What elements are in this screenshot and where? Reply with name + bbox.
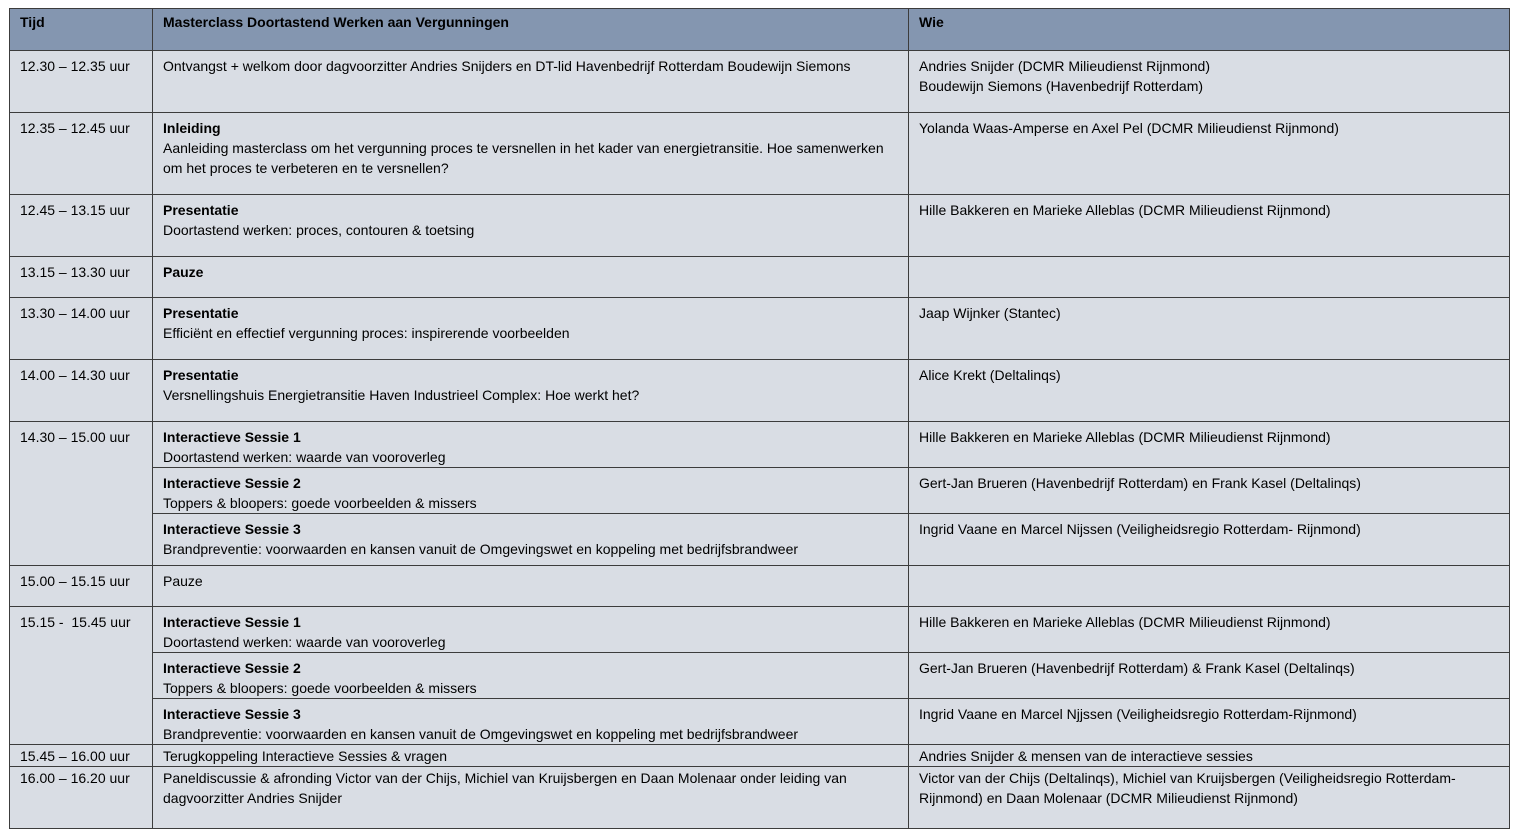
program-title: Presentatie (163, 367, 239, 383)
who-cell: Hille Bakkeren en Marieke Alleblas (DCMR Milieudienst Rijnmond) (909, 195, 1510, 257)
time-cell: 12.30 – 12.35 uur (10, 51, 153, 113)
table-row (10, 257, 1510, 298)
program-cell: Paneldiscussie & afronding Victor van der Chijs, Michiel van Kruijsbergen en Daan Molenaar onder leiding van dagvoorzitter Andries Snijder (153, 767, 909, 829)
session-title: Interactieve Sessie 1 (163, 429, 301, 445)
who-cell: Ingrid Vaane en Marcel Njjssen (Veiligheidsregio Rotterdam-Rijnmond) (909, 699, 1510, 745)
who-cell: Jaap Wijnker (Stantec) (909, 298, 1510, 360)
program-title: Inleiding (163, 120, 221, 136)
header-program: Masterclass Doortastend Werken aan Vergunningen (153, 9, 909, 51)
table-row (10, 745, 1510, 767)
time-cell: 12.45 – 13.15 uur (10, 195, 153, 257)
program-cell: Pauze (153, 566, 909, 607)
session-desc: Toppers & bloopers: goede voorbeelden & missers (163, 680, 477, 696)
session-desc: Doortastend werken: waarde van vooroverleg (163, 449, 446, 465)
who-line: Boudewijn Siemons (Havenbedrijf Rotterdam) (919, 78, 1204, 94)
who-cell (909, 566, 1510, 607)
time-cell: 15.15 - 15.45 uur (10, 607, 153, 745)
program-title: Pauze (163, 264, 204, 280)
program-cell (153, 360, 909, 422)
who-line: Andries Snijder (DCMR Milieudienst Rijnmond) (919, 58, 1210, 74)
session-title: Interactieve Sessie 2 (163, 475, 301, 491)
session-title: Interactieve Sessie 1 (163, 614, 301, 630)
program-cell (153, 51, 909, 113)
session-title: Interactieve Sessie 3 (163, 521, 301, 537)
table-row (10, 566, 1510, 607)
session-desc: Doortastend werken: waarde van vooroverleg (163, 634, 446, 650)
program-title: Presentatie (163, 202, 239, 218)
program-cell (153, 113, 909, 195)
schedule-table (9, 8, 1510, 829)
program-cell (153, 422, 909, 468)
table-row (10, 298, 1510, 360)
who-cell (909, 257, 1510, 298)
table-row (10, 360, 1510, 422)
time-cell: 14.00 – 14.30 uur (10, 360, 153, 422)
program-desc: Efficiënt en effectief vergunning proces: inspirerende voorbeelden (163, 325, 570, 341)
time-cell: 16.00 – 16.20 uur (10, 767, 153, 829)
session-desc: Brandpreventie: voorwaarden en kansen vanuit de Omgevingswet en koppeling met bedrijfsbrandweer (163, 726, 799, 742)
session-row (10, 514, 1510, 566)
who-cell: Alice Krekt (Deltalinqs) (909, 360, 1510, 422)
session-title: Interactieve Sessie 2 (163, 660, 301, 676)
session-row (10, 699, 1510, 745)
program-cell (153, 298, 909, 360)
program-desc: Versnellingshuis Energietransitie Haven Industrieel Complex: Hoe werkt het? (163, 387, 640, 403)
session-row (10, 653, 1510, 699)
program-desc: Aanleiding masterclass om het vergunning proces te versnellen in het kader van energietransitie. Hoe samenwerken om het proces te verbeteren en te versnellen? (163, 140, 884, 176)
time-cell: 13.30 – 14.00 uur (10, 298, 153, 360)
time-cell: 13.15 – 13.30 uur (10, 257, 153, 298)
program-cell (153, 699, 909, 745)
session-desc: Brandpreventie: voorwaarden en kansen vanuit de Omgevingswet en koppeling met bedrijfsbrandweer (163, 541, 799, 557)
table-row (10, 767, 1510, 829)
who-cell: Hille Bakkeren en Marieke Alleblas (DCMR Milieudienst Rijnmond) (909, 607, 1510, 653)
session-row (10, 422, 1510, 468)
session-desc: Toppers & bloopers: goede voorbeelden & missers (163, 495, 477, 511)
time-cell: 15.45 – 16.00 uur (10, 745, 153, 767)
program-cell (153, 607, 909, 653)
program-cell (153, 195, 909, 257)
program-cell: Terugkoppeling Interactieve Sessies & vragen (153, 745, 909, 767)
header-who: Wie (909, 9, 1510, 51)
who-cell (909, 51, 1510, 113)
program-cell (153, 468, 909, 514)
time-cell: 14.30 – 15.00 uur (10, 422, 153, 566)
program-cell (153, 257, 909, 298)
table-row (10, 195, 1510, 257)
session-row (10, 607, 1510, 653)
program-desc: Doortastend werken: proces, contouren & toetsing (163, 222, 475, 238)
who-cell: Ingrid Vaane en Marcel Nijssen (Veiligheidsregio Rotterdam- Rijnmond) (909, 514, 1510, 566)
header-row (10, 9, 1510, 51)
time-cell: 12.35 – 12.45 uur (10, 113, 153, 195)
program-title: Presentatie (163, 305, 239, 321)
time-cell: 15.00 – 15.15 uur (10, 566, 153, 607)
program-desc: Ontvangst + welkom door dagvoorzitter Andries Snijders en DT-lid Havenbedrijf Rotterdam Boudewijn Siemons (163, 58, 851, 74)
program-cell (153, 653, 909, 699)
who-cell: Yolanda Waas-Amperse en Axel Pel (DCMR Milieudienst Rijnmond) (909, 113, 1510, 195)
who-cell: Gert-Jan Brueren (Havenbedrijf Rotterdam) en Frank Kasel (Deltalinqs) (909, 468, 1510, 514)
who-cell: Andries Snijder & mensen van de interactieve sessies (909, 745, 1510, 767)
table-row (10, 113, 1510, 195)
who-cell: Hille Bakkeren en Marieke Alleblas (DCMR Milieudienst Rijnmond) (909, 422, 1510, 468)
header-time: Tijd (10, 9, 153, 51)
session-row (10, 468, 1510, 514)
table-row (10, 51, 1510, 113)
who-cell: Victor van der Chijs (Deltalinqs), Michiel van Kruijsbergen (Veiligheidsregio Rotterdam-Rijnmond) en Daan Molenaar (DCMR Milieudienst Rijnmond) (909, 767, 1510, 829)
program-cell (153, 514, 909, 566)
session-title: Interactieve Sessie 3 (163, 706, 301, 722)
who-cell: Gert-Jan Brueren (Havenbedrijf Rotterdam) & Frank Kasel (Deltalinqs) (909, 653, 1510, 699)
